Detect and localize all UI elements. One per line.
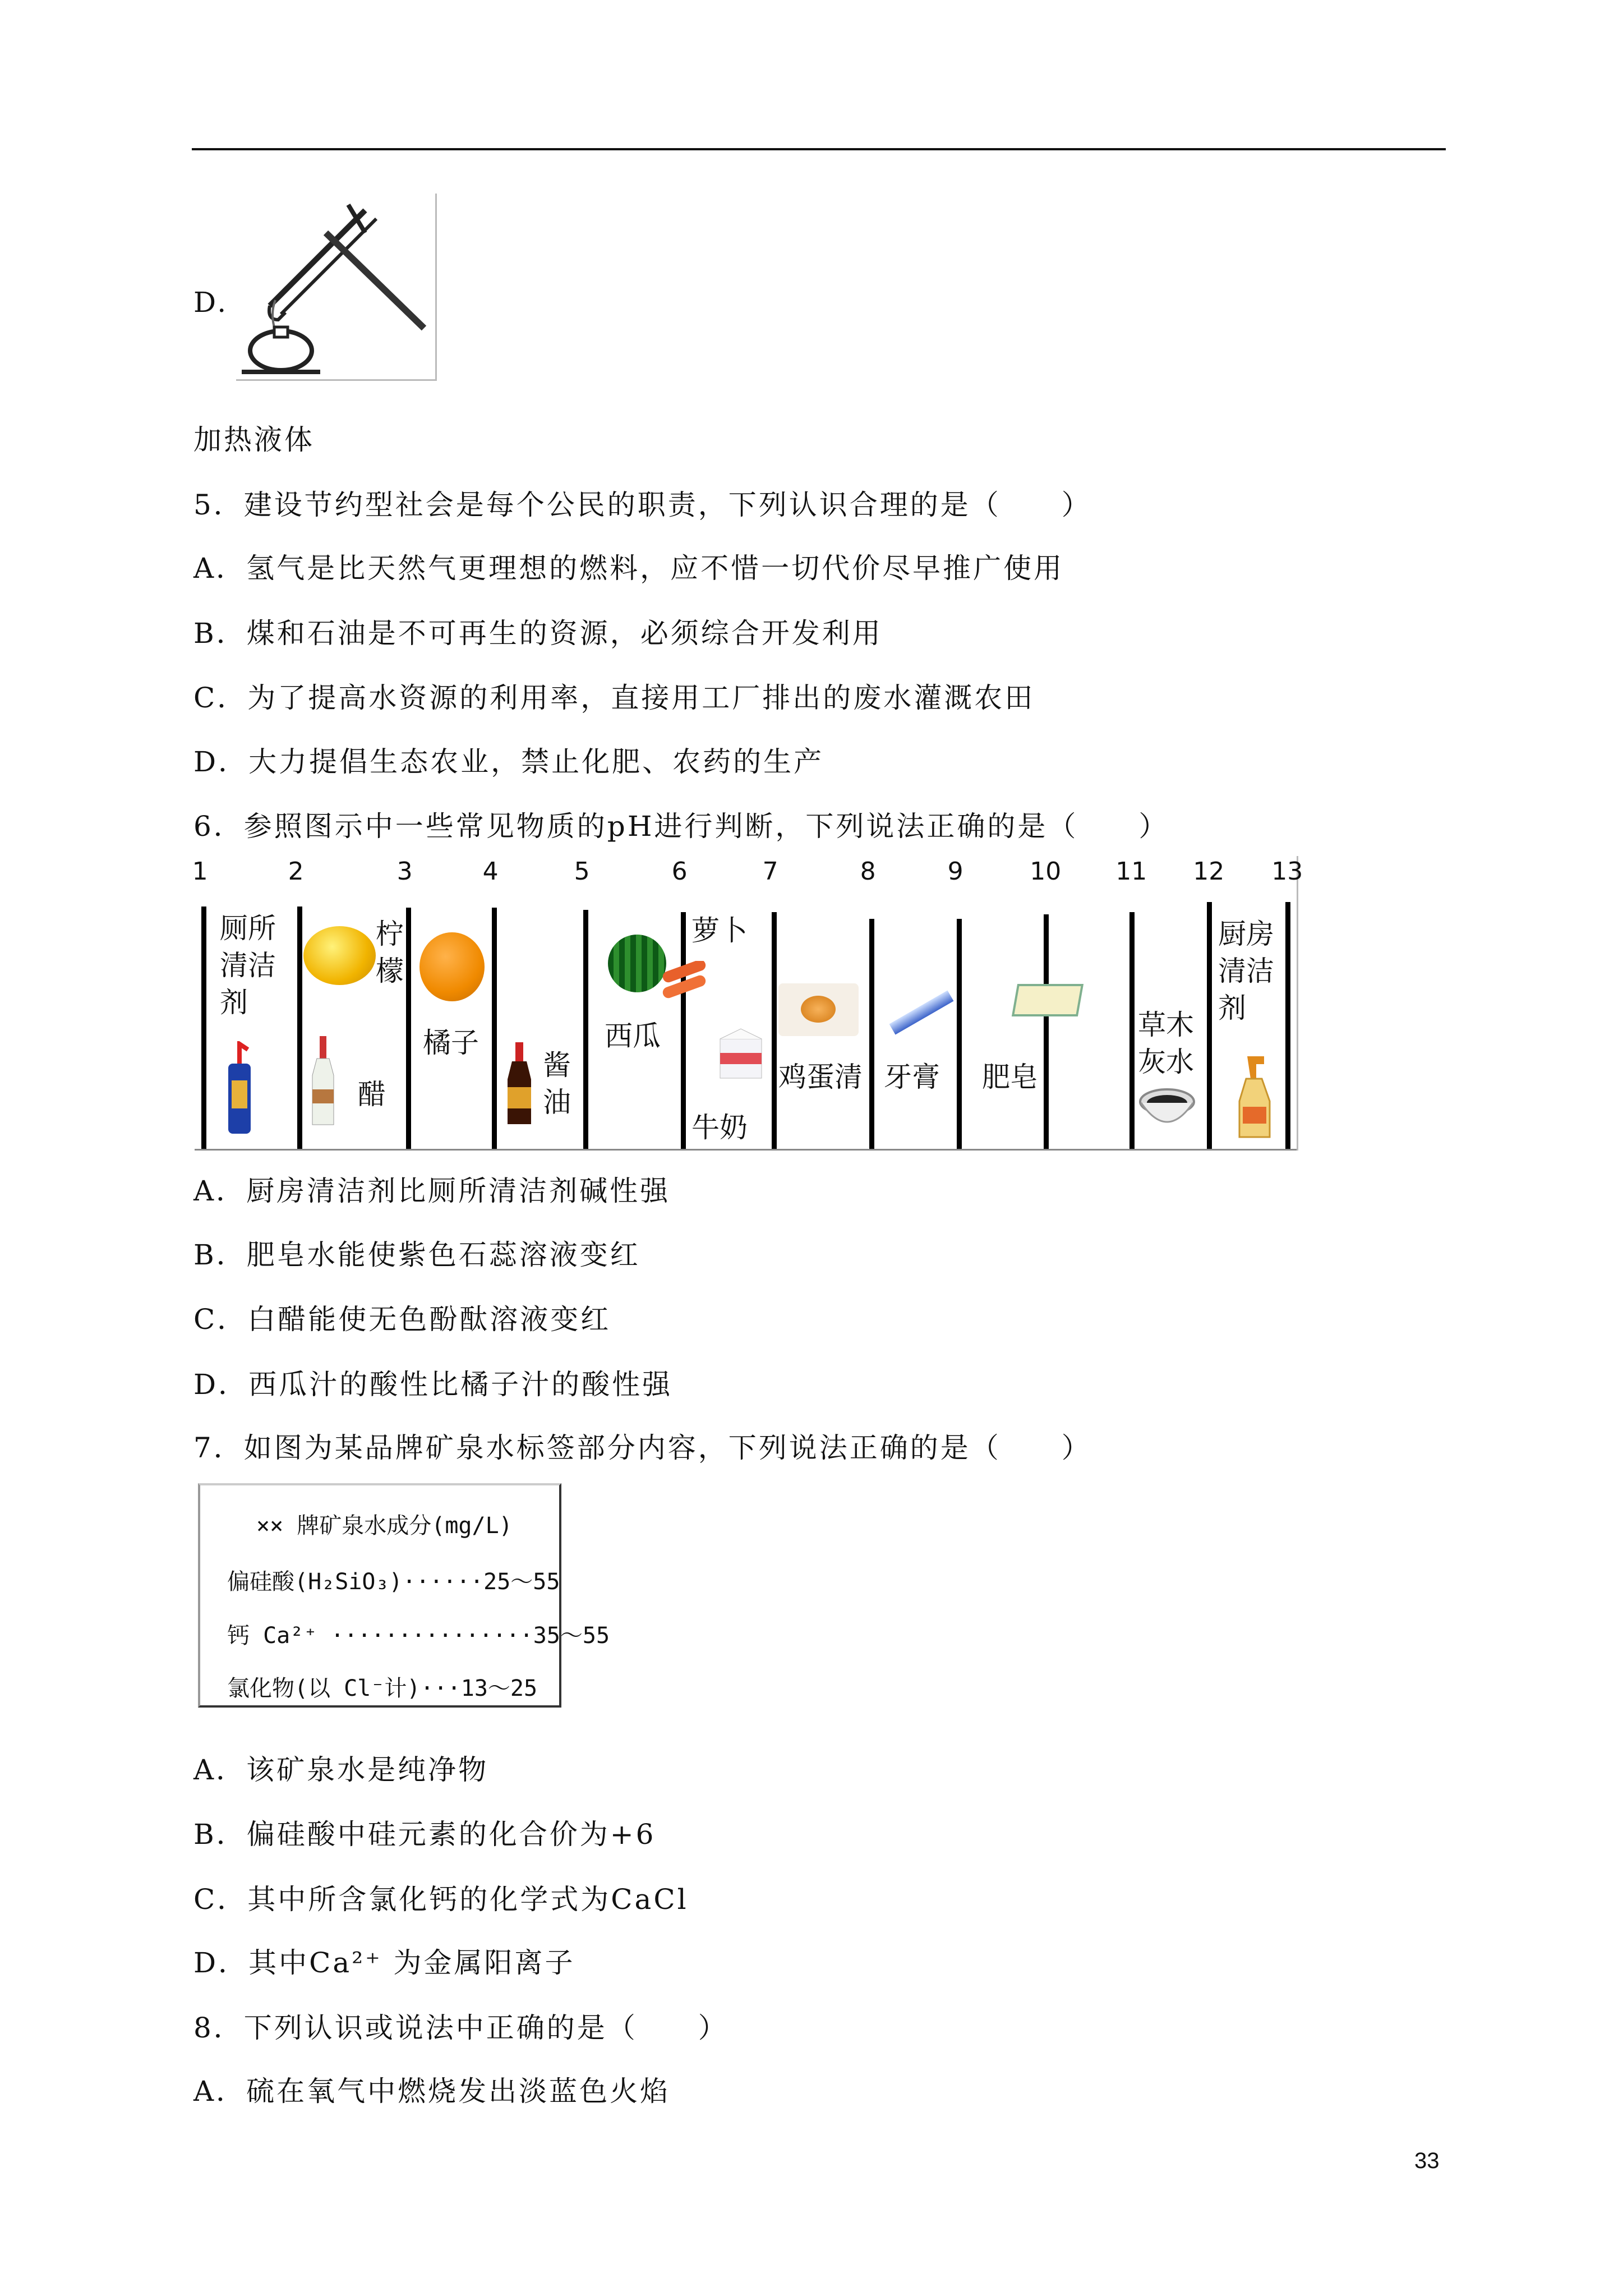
kitchen-cleaner-spray-icon	[1236, 1056, 1273, 1138]
q6-option-a: A．厨房清洁剂比厕所清洁剂碱性强	[193, 1175, 671, 1207]
ph-gridline	[1044, 914, 1049, 1149]
q8-option-a: A．硫在氧气中燃烧发出淡蓝色火焰	[193, 2075, 671, 2108]
lemon-icon	[303, 926, 376, 985]
ph-gridline	[681, 912, 686, 1149]
q5-option-d: D．大力提倡生态农业，禁止化肥、农药的生产	[193, 746, 824, 778]
ph-tick-label: 1	[192, 857, 208, 886]
label-vinegar: 醋	[358, 1078, 386, 1111]
soap-icon	[1012, 984, 1083, 1016]
ph-tick-label: 7	[762, 857, 778, 886]
ph-scale-figure	[192, 856, 1303, 1154]
q8-stem: 8．下列认识或说法中正确的是（ ）	[193, 2012, 728, 2044]
label-toilet-cleaner: 厕所清洁剂	[220, 912, 276, 1019]
q7-option-d: D．其中Ca²⁺ 为金属阳离子	[193, 1947, 575, 1979]
ph-tick-label: 9	[947, 857, 963, 886]
ph-tick-label: 10	[1030, 857, 1062, 886]
ash-water-bowl-icon	[1138, 1085, 1196, 1135]
q7-stem: 7．如图为某品牌矿泉水标签部分内容，下列说法正确的是（ ）	[193, 1432, 1092, 1464]
label-lemon: 柠檬	[376, 918, 404, 987]
ph-gridline	[1129, 912, 1135, 1149]
test-tube-alcohol-lamp-icon	[236, 194, 435, 379]
ph-tick-label: 11	[1115, 857, 1147, 886]
carrot-icon	[659, 961, 709, 1000]
q7-option-b: B．偏硅酸中硅元素的化合价为+6	[193, 1818, 656, 1851]
heating-liquid-figure	[236, 194, 437, 381]
toilet-cleaner-bottle-icon	[223, 1041, 256, 1137]
ph-gridline	[297, 907, 302, 1149]
chart-right-border	[1297, 856, 1298, 1151]
q6-option-b: B．肥皂水能使紫色石蕊溶液变红	[193, 1239, 640, 1271]
q5-option-c: C．为了提高水资源的利用率，直接用工厂排出的废水灌溉农田	[193, 682, 1035, 714]
label-row-calcium: 钙 Ca²⁺ ···············35～55	[227, 1623, 610, 1649]
label-egg-white: 鸡蛋清	[778, 1061, 863, 1093]
ph-tick-label: 12	[1193, 857, 1225, 886]
ph-gridline	[1207, 902, 1212, 1149]
mineral-water-label	[198, 1483, 610, 1708]
label-row-silicic-acid: 偏硅酸(H₂SiO₃)······25～55	[227, 1569, 560, 1595]
q7-option-c: C．其中所含氯化钙的化学式为CaCl	[193, 1883, 689, 1916]
ph-gridline	[772, 912, 777, 1149]
q6-stem: 6．参照图示中一些常见物质的pH进行判断，下列说法正确的是（ ）	[193, 810, 1169, 843]
q7-option-a: A．该矿泉水是纯净物	[193, 1754, 489, 1786]
ph-tick-label: 8	[860, 857, 876, 886]
ph-tick-label: 5	[574, 857, 590, 886]
label-toothpaste: 牙膏	[884, 1061, 940, 1093]
ph-gridline	[869, 919, 874, 1149]
q6-option-c: C．白醋能使无色酚酞溶液变红	[193, 1303, 611, 1336]
label-orange: 橘子	[423, 1027, 479, 1059]
label-ash-water: 草木灰水	[1138, 1009, 1194, 1078]
page-number: 33	[1414, 2148, 1440, 2173]
header-rule	[192, 148, 1446, 150]
ph-gridline	[957, 919, 962, 1149]
watermelon-icon	[608, 935, 666, 992]
label-kitchen-cleaner: 厨房清洁剂	[1218, 918, 1274, 1024]
q6-option-d: D．西瓜汁的酸性比橘子汁的酸性强	[193, 1368, 673, 1401]
ph-tick-label: 2	[288, 857, 304, 886]
label-watermelon: 西瓜	[605, 1020, 661, 1052]
egg-white-icon	[778, 983, 859, 1036]
q5-option-b: B．煤和石油是不可再生的资源，必须综合开发利用	[193, 617, 883, 650]
vinegar-bottle-icon	[310, 1036, 336, 1126]
ph-gridline	[583, 910, 588, 1149]
label-soy-sauce: 酱油	[543, 1049, 571, 1119]
label-soap: 肥皂	[982, 1061, 1038, 1093]
label-title: ×× 牌矿泉水成分(mg/L)	[256, 1513, 513, 1539]
orange-icon	[419, 932, 485, 1001]
ph-tick-label: 3	[396, 857, 413, 886]
q4-option-d-label: D.	[193, 286, 229, 319]
label-milk: 牛奶	[691, 1111, 748, 1144]
ph-tick-label: 13	[1271, 857, 1303, 886]
soy-sauce-bottle-icon	[506, 1042, 532, 1125]
toothpaste-icon	[889, 990, 954, 1034]
label-row-chloride: 氯化物(以 Cl⁻计)···13～25	[227, 1676, 538, 1701]
ph-tick-label: 4	[482, 857, 499, 886]
ph-gridline	[201, 907, 206, 1149]
q4-caption: 加热液体	[193, 424, 315, 456]
q5-option-a: A．氢气是比天然气更理想的燃料，应不惜一切代价尽早推广使用	[193, 552, 1064, 585]
milk-carton-icon	[717, 1028, 765, 1079]
chart-bottom-border	[195, 1149, 1298, 1151]
q5-stem: 5．建设节约型社会是每个公民的职责，下列认识合理的是（ ）	[193, 489, 1092, 521]
ph-gridline	[1285, 902, 1290, 1149]
label-radish: 萝卜	[691, 914, 748, 947]
ph-tick-label: 6	[671, 857, 688, 886]
